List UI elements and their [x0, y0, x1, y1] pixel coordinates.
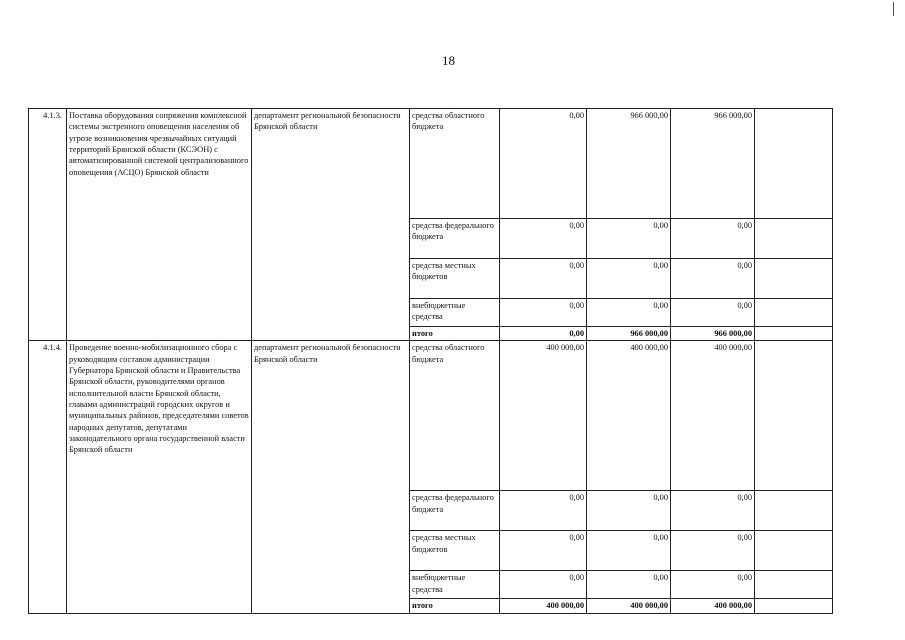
empty-cell: [755, 299, 833, 327]
total-amount-cell: 400 000,00: [587, 599, 671, 613]
amount-cell: 0,00: [587, 299, 671, 327]
table-row: [29, 109, 833, 219]
empty-cell: [755, 571, 833, 599]
amount-cell: 400 000,00: [500, 341, 587, 491]
amount-cell: 0,00: [671, 571, 755, 599]
amount-cell: 0,00: [671, 259, 755, 299]
amount-cell: 966 000,00: [587, 109, 671, 219]
measure-code: 4.1.4.: [29, 341, 67, 613]
total-amount-cell: 966 000,00: [671, 327, 755, 341]
measure-executor: департамент региональной безопасности Брянской области: [252, 109, 410, 341]
empty-cell: [755, 109, 833, 219]
amount-cell: 400 000,00: [587, 341, 671, 491]
amount-cell: 0,00: [500, 259, 587, 299]
amount-cell: 0,00: [500, 109, 587, 219]
measure-executor: департамент региональной безопасности Брянской области: [252, 341, 410, 613]
amount-cell: 0,00: [671, 299, 755, 327]
funding-source-label: средства областного бюджета: [410, 109, 500, 219]
table-row: [29, 341, 833, 491]
funding-source-label: внебюджетные средства: [410, 299, 500, 327]
page-number: 18: [442, 53, 455, 68]
amount-cell: 0,00: [587, 259, 671, 299]
amount-cell: 0,00: [500, 299, 587, 327]
total-amount-cell: 0,00: [500, 327, 587, 341]
total-amount-cell: 400 000,00: [500, 599, 587, 613]
amount-cell: 0,00: [587, 219, 671, 259]
amount-cell: 0,00: [500, 571, 587, 599]
measure-name: Поставка оборудования сопряжения комплексной системы экстренного оповещения населения об угрозе возникновения чрезвычайных ситуаций территорий Брянской области (КСЭОН) с автоматизированной системой централизованного оповещения (АСЦО) Брянской области: [67, 109, 252, 341]
amount-cell: 0,00: [587, 491, 671, 531]
empty-cell: [755, 327, 833, 341]
amount-cell: 0,00: [500, 491, 587, 531]
empty-cell: [755, 219, 833, 259]
funding-source-label: средства областного бюджета: [410, 341, 500, 491]
amount-cell: 0,00: [500, 531, 587, 571]
total-amount-cell: 400 000,00: [671, 599, 755, 613]
empty-cell: [755, 599, 833, 613]
amount-cell: 0,00: [671, 491, 755, 531]
funding-source-label: средства федерального бюджета: [410, 491, 500, 531]
total-label: итого: [410, 327, 500, 341]
amount-cell: 0,00: [671, 531, 755, 571]
funding-source-label: средства местных бюджетов: [410, 259, 500, 299]
amount-cell: 0,00: [587, 571, 671, 599]
total-amount-cell: 966 000,00: [587, 327, 671, 341]
funding-source-label: средства местных бюджетов: [410, 531, 500, 571]
empty-cell: [755, 259, 833, 299]
empty-cell: [755, 341, 833, 491]
amount-cell: 0,00: [587, 531, 671, 571]
total-label: итого: [410, 599, 500, 613]
scan-corner-mark: [893, 2, 894, 16]
funding-source-label: внебюджетные средства: [410, 571, 500, 599]
funding-source-label: средства федерального бюджета: [410, 219, 500, 259]
budget-table: [28, 108, 833, 614]
measure-name: Проведение военно-мобилизационного сбора с руководящим составом администрации Губернатора Брянской области и Правительства Брянской области, руководителями органов исполнительной власти Брянской области, главами администраций городских округов и муниципальных районов, председателями советов народных депутатов, депутатами законодательного органа государственной власти Брянской области: [67, 341, 252, 613]
empty-cell: [755, 491, 833, 531]
amount-cell: 0,00: [500, 219, 587, 259]
amount-cell: 0,00: [671, 219, 755, 259]
amount-cell: 966 000,00: [671, 109, 755, 219]
measure-code: 4.1.3.: [29, 109, 67, 341]
empty-cell: [755, 531, 833, 571]
amount-cell: 400 000,00: [671, 341, 755, 491]
